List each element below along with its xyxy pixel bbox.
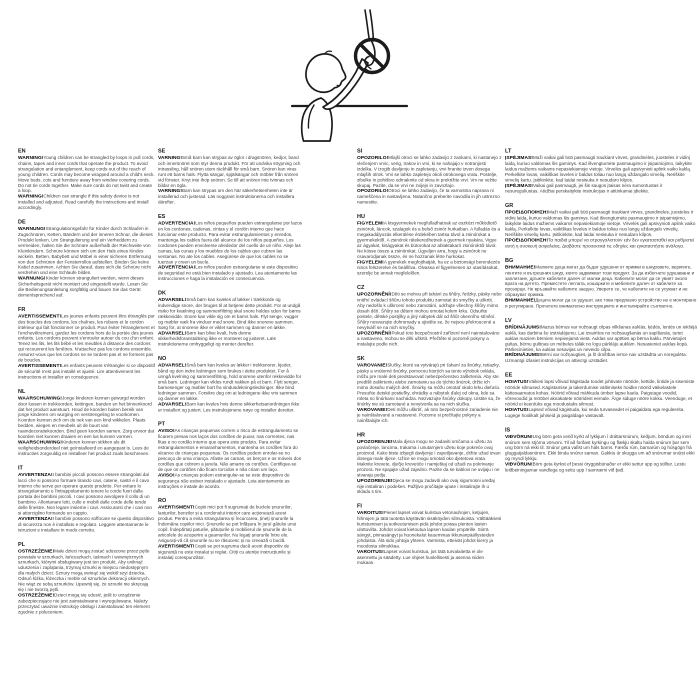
language-code: IT <box>18 464 23 471</box>
warning-paragraph-2 <box>18 276 155 298</box>
warning-paragraph-2 <box>357 478 502 495</box>
language-code: LT <box>505 148 512 154</box>
warning-text-1: Mala djeca mogu se zadaviti omčama u užetu za povlačenje, lancima, trakama i unutarnjem užetu koje pokreće ovaj proizvod. Kako biste izbjegli davljenje i zapetljavanje, držite užad izvan dosega male djece. Užice se mogu omotati oko djetetova vrata. Maknite krevete, dječje krevetiće i namještaj od užadi za pokrivanje prozora. Ne spajajte užad zajedno. Pazite da se kablovi ne uvijaju i ne stvaraju petlju. <box>357 439 501 478</box>
column-content <box>505 148 697 473</box>
warning-paragraph-1 <box>18 155 155 194</box>
language-code: HR <box>357 432 365 439</box>
language-code: PT <box>158 421 166 428</box>
warning-text-2: Lapset voivat kuristua, jos tätä turvalaitetta ei ole asennettu ja säädetty. Lue ohjeet huolellisesti ja asenna niiden mukaan. <box>357 548 485 566</box>
warning-lead-2: UPOZORENJE! <box>357 477 393 484</box>
warning-paragraph-1 <box>18 472 155 516</box>
warning-paragraph-1 <box>158 363 302 402</box>
warning-lead-2: ĮSPĖJIMAS! <box>505 182 533 189</box>
warning-text-1: Maži vaikai gali būti pasmaugti traukiant virves, grandinėles, juosteles ir vidinį laidą, kuriuo valdomas šis gaminys. Kad išvengtumėte pasmaugimo ir įsipainiojimo, laikykite laidus mažiems vaikams nepasiekiamoje vietoje. Virvelės gali apsivynioti aplink vaiko kaklą. Perkelkite lovas, vaikiškas loveles ir baldus toliau nuo langų uždangalo virvelių. Neriškite virvelių kartu. Įsitikinkite, kad laidai nesisuka ir nesudaro kilpos. <box>505 209 696 237</box>
language-code: BG <box>505 257 514 264</box>
warning-lead-2: VIÐVÖRUN! <box>505 461 533 468</box>
warning-text-1: Les jeunes enfants peuvent être étranglés par des boucles des cordons, les chaînes, les rubans et le cordon intérieur qui fait fonctionner ce produit. Pour éviter l'étranglement et l'enchevêtrement, gardez les cordons hors de la portée des jeunes enfants. Les cordons peuvent s'enrouler autour du cou d'un enfant. Tenez les lits, les lits bébé et les meubles à distance des cordons qui recouvrent les fenêtres. N'attachez pas les cordons ensemble. Assurez-vous que les cordons ne se tordent pas et ne forment pas de boucles. <box>18 313 155 363</box>
language-code: NL <box>18 388 26 395</box>
warning-paragraph-2 <box>158 401 302 412</box>
language-block <box>18 388 155 456</box>
warning-text-2: Barn kan strypas om den här säkerhetsenheten inte är installerad och justerad. Läs noggrant instruktionerna och installera därefter. <box>158 188 295 205</box>
language-block <box>505 148 697 194</box>
warning-paragraph-2 <box>158 543 302 560</box>
warning-paragraph-1 <box>18 548 155 592</box>
warning-paragraph-2 <box>18 439 155 456</box>
warning-lead-1: OSTRZEŻENIE! <box>18 548 55 554</box>
warning-lead-2: UPOZORNĚNÍ! <box>357 330 392 336</box>
child-head <box>306 54 346 92</box>
language-block <box>158 214 302 282</box>
language-code: SE <box>158 148 166 154</box>
warning-text-2: Bērni var nožņaugties, ja šī drošības ierīce nav uzstādīta un noregulēta. Uzmanīgi izlasiet instrukcijas un attiecīgi uzstādiet. <box>505 352 687 364</box>
language-code: FI <box>357 503 362 510</box>
warning-paragraph-1 <box>505 264 697 297</box>
warning-paragraph-1 <box>158 155 302 188</box>
language-code: DK <box>158 290 166 297</box>
warning-paragraph-1 <box>357 292 502 331</box>
column-content <box>158 148 302 560</box>
warning-lead-1: FIGYELEM! <box>357 220 384 227</box>
warning-text-2: Lapsed võivad kägistuda, kui seda turvaseadet ei paigaldata ega reguleerita. Lugege hoolikalt juhiseid ja paigaldage vastavalt. <box>505 406 685 418</box>
warning-lead-2: OPOZORILO! <box>357 188 389 194</box>
language-block <box>18 465 155 533</box>
language-code: ES <box>158 213 166 220</box>
warning-paragraph-2 <box>158 188 302 205</box>
warning-text-2: I bambini possono soffocare se questo dispositivo di sicurezza non è installato e regolato. Leggere attentamente le istruzioni e installare in modo corretto. <box>18 515 154 533</box>
warning-text-1: I bambini piccoli possono essere strangolati dai lacci che si possono formare tirando cavi, catene, nastri e il cavo interno che serve per operare questo prodotto. Per evitare lo strangolamento e l'intrappolamento tenere le corde fuori dalla portata dei bambini piccoli. I cavi possono avvolgere il collo di un bambino. Allontanare letti, culle e mobili dalle corde delle tende delle finestre. Non legare insieme i cavi. Assicurarsi che i cavi non si attorciglino formando un cappio. <box>18 471 153 516</box>
warning-paragraph-1 <box>357 155 502 188</box>
warning-lead-2: OSTRZEŻENIE! <box>18 592 55 598</box>
language-block <box>18 219 155 298</box>
language-block <box>505 257 697 309</box>
warning-paragraph-1 <box>18 226 155 276</box>
warning-text-1: Slučky, ktoré sa vytvárajú pri ťahaní za šnúrky, retiazky, pásky a vnútorné šnúrky, pomocou ktorých sa tento výrobok ovláda, môžu pre malé deti predstavovať nebezpečenstvo zaškrtenia. Aby ste predišli zaškrteniu alebo zamotaniu sa do týchto šnúrok, držte ich mimo dosahu malých detí. Šnúrky sa môžu omotať okolo krku dieťaťa. Presuňte detské postieľky, ohrádky a nábytok ďalej od okna, kde sa roleta so šnúrkami nachádza. Nezväzujte šnúrky dokopy. Uistite sa, že šnúrky nie sú zamotané a nevytvorila sa na nich slučka. <box>357 362 501 407</box>
warning-lead-2: VAROITUS! <box>357 548 384 555</box>
warning-text-1: Jonge kinderen kunnen gewurgd worden door lussen in trekkoorden, kettingen, banden en het binnenkoord dat het product aanstuurt. Houd de koorden buiten bereik van jonge kinderen om wurging en verstrengeling te voorkomen. Koorden kunnen zich om de nek van een kind wikkelen. Plaats bedden, wiegen en meubels uit de buurt van raamdecoratiekoorden. Bind geen koorden samen. Zorg ervoor dat koorden niet kunnen draaien en een lus kunnen vormen. <box>18 395 155 440</box>
warning-paragraph-2 <box>158 472 302 489</box>
warning-lead-1: AVISO! <box>158 428 175 434</box>
language-block <box>505 203 697 249</box>
warning-paragraph-2 <box>505 237 697 248</box>
warning-text-1: Mazus bērnus var nožņaugt cilpas vilkšanas auklās, ķēdēs, lentēs un iekšējā auklā, kas darbina šo izstrādājumu. Lai izvairītos no nožņaugšanās un sapīšanās, turiet auklas maziem bērniem nepieejamā vietā. Auklas var aptīties ap bērna kaklu. Pārvietojiet gultas, bērnu gultiņas un mēbeles tālāk no logu pārklāju auklām. Nesasieniet auklas kopā. Pārliecinieties, ka auklas nesavijas un neveido cilpu. <box>505 324 697 352</box>
warning-text-2: Los niños pueden estrangularse si este dispositivo de seguridad no está bien instalado y ajustado. Lea atentamente las instrucciones e haga la instalación en consecuencia. <box>158 264 298 282</box>
language-block <box>357 285 502 348</box>
warning-text-2: Les enfants peuvent s'étrangler si ce dispositif de sécurité n'est pas installé et ajusté. Lire attentivement les instructions et installer en conséquence. <box>18 363 155 380</box>
warning-text-1: Små barn kan kveles av løkker i trekksnorer, kjeder, bånd og den indre ledningen som brukes i dette produktet. For å unngå kvelning og sammenfiltring, hold snorene utenfor rekkevidde for små barn. Ledninger kan vikles rundt nakken på et barn. Flytt senger, barnesenger og møbler bort fra vindusdekningsledninger. Ikke bind ledninger sammen. Forsikre deg om at ledningene ikke vris sammen og danner en løkke. <box>158 362 302 401</box>
warning-lead-2: ADVARSEL! <box>158 330 187 336</box>
warning-lead-1: VARNING! <box>158 155 182 161</box>
warning-text-1: Mlajši otroci se lahko zadavijo z zankami, ki nastanejo z vlečenjem vrvic, verig, trakov in vrvi, ki se nahajajo v notranjosti izdelka. V izogib davljenju in zapletanju, vrvi hranite izven dosega mlajših otrok. Vrvi se lahko zapletejo okoli otrokovega vratu. Postelje, zibelke in pohištvo odmaknite od okna in prekrižite vrvi. Vrv ne vežite skupaj. Pazite, da se vrvi ne zvijejo in zavozlajo. <box>357 155 502 188</box>
warning-lead-2: AVVERTENZA! <box>18 515 53 522</box>
warning-text-2: Децата могат да се удушат, ако това предпазно устройство не е монтирано и регулирано. Прочетете внимателно инструкциите и инсталирайте съответно. <box>505 297 697 309</box>
warning-text-1: Maži vaikai gali būti pasmaugti traukiant virves, grandinėles, juosteles ir vidinį laidą, kuriuo valdomas šis gaminys. Kad išvengtumėte pasmaugimo ir įsipainiojimo, laikykite laidus mažiems vaikams nepasiekiamoje vietoje. Virvelės gali apsivynioti aplink vaiko kaklą. Perkelkite lovas, vaikiškas loveles ir baldus toliau nuo langų uždangalo virvelių. Neriškite virvelių kartu. Įsitikinkite, kad laidai nesisuka ir nesudaro kilpos. <box>505 155 692 183</box>
warning-paragraph-1 <box>357 363 502 407</box>
warning-lead-1: WARNING! <box>18 155 44 161</box>
warning-lead-1: HOIATUS! <box>505 379 529 385</box>
warning-paragraph-2 <box>18 516 155 533</box>
warning-paragraph-2 <box>505 462 697 473</box>
warning-lead-1: AVERTISMENT! <box>158 504 195 511</box>
language-code: PL <box>18 541 26 548</box>
warning-text-1: Малките деца могат да бъдат удушени от примки в шнуровете, веригите, лентите и вътрешния шнур, които задвижват този продукт. За да избегнете удушаване и заплитане, дръжте кабелите далеч от малки деца. Кабелите могат да се увият около врата на детето. Преместете леглата, кошарките и мебелите далеч от кабелите за прозорци. Не връзвайте кабелите заедно. Уверете се, че кабелите не се усукват и не образуват примка. <box>505 264 695 298</box>
warning-lead-1: ĮSPĖJIMAS! <box>505 155 533 161</box>
language-block <box>357 148 502 205</box>
warning-text-2: A gyerekek megfojthatják, ha ez a biztonsági berendezés nincs felszerelve és beállítva. Olvassa el figyelmesen az utasításokat, szerelje be annak megfelelően. <box>357 259 501 276</box>
warning-paragraph-1 <box>505 155 697 183</box>
warning-text-2: Børn kan blive kvalt, hvis denne sikkerhedsforanstaltning ikke er monteret og justeret. Læs instruktionerne omhyggeligt og monter derefter. <box>158 330 276 347</box>
language-block <box>505 427 697 473</box>
warning-lead-2: AVISO! <box>158 472 175 478</box>
warning-text-1: Los niños pequeños pueden estrangularse por lazos en los cordones, cadenas, cintas y el cordón interno que hace funcionar este producto. Para evitar estrangulamientos y enredos, mantenga los cables fuera del alcance de los niños pequeños. Los cordones pueden envolverse alrededor del cuello de un niño. Aleje las camas, las cunas y los muebles de los cables que cubren las ventanas. No ate los cables. Asegúrese de que los cables no se tuerzan y creen un bucle. <box>158 220 302 265</box>
warning-lead-1: ВНИМАНИЕ! <box>505 264 536 270</box>
warning-text-1: Małe dzieci mogą zostać uduszone przez pętle powstałe w sznurkach, łańcuszkach, taśmach i wewnętrznych sznurkach, którymi obsługiwany jest ten produkt. Aby uniknąć uduszenia i zaplątania, trzymaj sznurki w miejscu niedostępnym dla małych dzieci. Sznury mogą owinąć się wokół szyi dziecka. Odsuń łóżka, łóżeczka i meble od sznurków dekoracji okiennych. Nie wiąż ze sobą sznurków. Upewnij się, że sznurki nie skręcają się i nie tworzą pętli. <box>18 548 151 592</box>
language-block <box>158 498 302 561</box>
warning-text-2: Copiii se pot sugruma dacă acest dispozitiv de siguranță nu este instalat și reglat. Citiți cu atenție instrucțiunile și instalați corespunzător. <box>158 543 291 560</box>
warning-lead-1: OPOZORILO! <box>357 155 389 161</box>
language-column-4 <box>505 148 700 700</box>
warning-lead-2: ΠΡΟΕΙΔΟΠΟΙΗΣΗ! <box>505 237 549 243</box>
warning-paragraph-1 <box>505 434 697 462</box>
warning-text-1: Děti se mohou při tahání za šňůry, řetízky, pásky nebo vnitřní ovládací šňůru tohoto produktu zamotat do smyčky a uškrtit. Aby nedošlo k uškrcení nebo zamotání, udržujte všechny šňůry mimo dosah dětí. Šňůry se dětem mohou omotat kolem krku. Odsuňte postele, dětské postýlky a jiný nábytek dál od šňůr okenního stínění. Šňůry nesvazujte dohromady a ujistěte se, že nejsou překroucené a nevytváří se na nich smyčky. <box>357 291 502 330</box>
warning-lead-1: UPOZORENJE! <box>357 439 393 445</box>
warning-lead-1: AVERTISSEMENT! <box>18 313 62 319</box>
language-code: IS <box>505 426 511 433</box>
warning-paragraph-2 <box>357 407 502 424</box>
warning-text-2: Djeca se mogu zadaviti ako ovaj sigurnosni uređaj nije instaliran i podešen. Pažljivo pročitajte upute i instalirajte ih u skladu s tim. <box>357 477 495 495</box>
warning-lead-2: BRĪDINĀJUMS! <box>505 352 541 358</box>
warning-paragraph-2 <box>357 259 502 276</box>
language-block <box>158 148 302 205</box>
warning-paragraph-1 <box>357 439 502 478</box>
warning-lead-1: ADVERTENCIA! <box>158 220 196 227</box>
language-block <box>18 541 155 614</box>
warning-paragraph-2 <box>158 265 302 282</box>
warning-text-2: Börn geta kyrkst ef þessi öryggisbúnaður er ekki settur upp og stilltur. Lestu leiðbeiningarnar vandlega og settu upp í samræmi við það. <box>505 461 686 473</box>
hanging-cord-icon <box>365 10 374 41</box>
warning-lead-2: WARNING! <box>18 193 44 200</box>
warning-lead-1: BRĪDINĀJUMS! <box>505 324 541 330</box>
warning-text-2: Τα παιδιά μπορεί να στραγγαλιστούν εάν δεν εγκατασταθεί και ρυθμιστεί αυτή η συσκευή ασφαλείας. Διαβάστε προσεκτικά τις οδηγίες και εγκαταστήστε ανάλογα. <box>505 237 695 249</box>
language-code: EE <box>505 372 513 379</box>
warning-text-1: Ung börn geta verið kyrkt af lykkjum í dráttarsnúrum, keðjum, böndum og innri snúrum sem stjórna vörunni. Til að forðast kyrkingu og flækju skaltu halda snúrum þar sem ung börn ná ekki til. Snúrur geta vafist um háls barns. Færðu rúm, barnarúm og húsgögn frá gluggatjaldasnúrum. Ekki binda snúrur saman. Gakktu úr skugga um að snúrurnar snúist ekki og myndi lykkju. <box>505 433 695 462</box>
warning-paragraph-2 <box>18 363 155 380</box>
warning-lead-2: AVERTISMENT! <box>158 543 195 549</box>
warning-text-2: Barn kan kveles hvis denne sikkerhetsanordningen ikke er installert og justert. Les instruksjonene nøye og installer deretter. <box>158 401 300 413</box>
column-content <box>18 148 155 615</box>
warning-lead-1: WARNUNG! <box>18 226 46 232</box>
warning-paragraph-1 <box>158 221 302 265</box>
warning-paragraph-1 <box>18 313 155 363</box>
warning-lead-2: WARNUNG! <box>18 275 46 282</box>
warning-lead-1: AVVERTENZA! <box>18 471 53 478</box>
warning-lead-2: ADVERTENCIA! <box>158 264 196 271</box>
warning-lead-2: HOIATUS! <box>505 406 529 413</box>
warning-text-1: Strangulationsgefahr für Kinder durch Schlaufen in Zugschnüren, Ketten, Bändern und der inneren Schnur, die dieses Produkt lenken. Um Strangulierung und ein Verheddern zu vermeiden, halten Sie die Schnüre außerhalb der Reichweite von Kleinkindern. Schnüre können sich um den Hals eines Kindes wickeln. Betten, Babybett und Möbel in einer sicheren Entfernung von den Schnüren der Fensterrollos aufstellen. Binden Sie keine Kabel zusammen. Achten Sie darauf, dass sich die Schnüre nicht verdrehen und eine Schlaufe bilden. <box>18 226 153 276</box>
language-code: HU <box>357 213 365 220</box>
language-block <box>357 356 502 424</box>
language-code: RO <box>158 497 167 504</box>
warning-lead-1: ADVARSEL! <box>158 362 187 369</box>
warning-paragraph-2 <box>18 194 155 211</box>
language-block <box>18 306 155 379</box>
warning-paragraph-1 <box>158 505 302 544</box>
warning-paragraph-1 <box>505 210 697 238</box>
language-code: FR <box>18 306 26 313</box>
warning-illustration <box>180 8 530 146</box>
warning-lead-1: VAROVANIE! <box>357 362 388 369</box>
language-block <box>357 503 502 566</box>
language-block <box>505 372 697 418</box>
language-block <box>357 214 502 277</box>
warning-paragraph-2 <box>158 330 302 347</box>
language-block <box>505 317 697 363</box>
warning-lead-1: ADVARSEL! <box>158 297 187 303</box>
warning-text-2: Deti môžu uškrtiť, ak toto bezpečnostné zariadenie nie je nainštalované a nastavené. Pozorne si prečítajte pokyny a nainštalujte ich. <box>357 406 498 424</box>
warning-paragraph-2 <box>357 188 502 205</box>
language-code: LV <box>505 317 512 324</box>
language-block <box>158 356 302 413</box>
language-code: CZ <box>357 284 365 291</box>
warning-text-1: As crianças pequenas correm o risco de estrangulamento se ficarem presas nos laços dos cordões de puxar, nas correntes, nas fitas e no cordão interno que opera este produto. Para evitar estrangulamentos e emaranhamentos, mantenha os cordões fora do alcance de crianças pequenas. Os cordões podem enrolar-se no pescoço de uma criança. Afaste as camas, os berços e os móveis dos cordões que cobrem a janela. Não amarre os cordões. Certifique-se de que os cordões não ficam torcidos e não criam um laço. <box>158 428 301 472</box>
language-block <box>158 421 302 489</box>
warning-paragraph-2 <box>357 330 502 347</box>
warning-paragraph-2 <box>505 352 697 363</box>
warning-lead-1: ΠΡΟΕΙΔΟΠΟΙΗΣΗ! <box>505 209 549 216</box>
warning-text-1: Små barn kan strypas av öglor i dragsnören, kedjor, band och innersnöret som styr denna produkt. För att undvika strypning och intrassling, håll snören utom räckhåll för små barn. Snören kan viras runt ett barns hals. Flytta sängar, spjälsängar och möbler från snören vid fönster. Knyt inte ihop snören. Se till att snören inte tvinnas och bildar en ögla. <box>158 155 301 188</box>
warning-text-1: Copiii mici pot fi sugrumați de buclele șnururilor, lanțurilor, benzilor și a cordonului interior care acționează acest produs. Pentru a evita strangularea și încurcarea, țineți șnururile la îndemâna copiilor mici. Șnururile se pot înfășura în jurul gâtului unui copil. Îndepărtați paturile, pătuțurile și mobilierul de șnururile de la articolele de acoperire a geamurilor. Nu legați șnururile între ele. Asigurați-vă că șnururile nu se răsucesc și nu creează o buclă. <box>158 504 297 543</box>
warning-text-1: Väikesi lapsi võivad kägistada toodet juhtivate nööride, kettide, lintide ja sisemiste nööride silmused. Kägistamise ja takerdumise vältimiseks hoidke nöörid väikelastele kättesaamatus kohas. Nöörid võivad mähkuda ümber lapse kaela. Paigutage voodid, võrevoodid ja mööbel aknakatete nööridest eemale. Ärge siduge nööre kokku. Veenduge, et nöörid ei keerduks ega moodustaks silmust. <box>505 379 695 407</box>
warning-text-2: Otroci se lahko zadavijo, če ta varnostna naprava ni nameščena in nastavljena. Natančno preberite navodila in jih ustrezno namestite. <box>357 188 500 205</box>
language-block <box>158 290 302 347</box>
warning-text-2: Dzieci mogą się udusić, jeśli to urządzenie zabezpieczające nie jest zainstalowane i wyregulowane. Należy przeczytać uważnie instrukcję obsługi i zainstalować ten element zgodnie z poleceniem. <box>18 592 150 615</box>
warning-lead-2: ВНИМАНИЕ! <box>505 297 536 304</box>
warning-paragraph-2 <box>18 592 155 614</box>
warning-lead-2: ADVARSEL! <box>158 401 187 407</box>
language-code: NO <box>158 355 167 362</box>
language-code: DE <box>18 219 26 226</box>
warning-text-1: Young children can be strangled by loops in pull cords, chains, tapes and inner cords that operate the product. To avoid strangulation and entanglement, keep cords out of the reach of young children. Cords may become wrapped around a child's neck. Move beds, cots and furniture away from window covering cords. Do not tie cords together. Make sure cords do not twist and create a loop. <box>18 155 155 194</box>
warning-paragraph-1 <box>505 324 697 352</box>
warning-paragraph-1 <box>158 297 302 330</box>
warning-text-2: As crianças podem estrangular-se se este dispositivo de segurança não estiver instalado e ajustado. Leia atentamente as instruções e instale de acordo. <box>158 472 290 489</box>
warning-paragraph-1 <box>158 428 302 472</box>
warning-paragraph-1 <box>505 379 697 407</box>
warning-lead-1: WAARSCHUWING! <box>18 395 62 401</box>
warning-lead-2: VAROVANIE! <box>357 406 388 413</box>
warning-paragraph-2 <box>505 407 697 418</box>
language-code: SI <box>357 148 363 154</box>
language-code: GR <box>505 202 514 209</box>
warning-paragraph-1 <box>357 221 502 260</box>
warning-text-1: Pienet lapset voivat kuristua vetonauhojen, ketjujen, hihnojen ja tätä tuotetta käyttävän sisäköyden silmukoista. Välttääksesi kuristumisen ja sotkeutumisen pidä johdot poissa pienten lasten ulottuvilta. Johdot voivat kietoutua lapsen kaulan ympärille. Siirrä sängyt, pinnasängyt ja huonekalut kauemmas ikkunanpäällysteiden johdoista. Älä sido johtoja yhteen. Varmista, etteivät johdot kierry ja muodosta silmukkaa. <box>357 510 502 549</box>
language-code: EN <box>18 148 26 154</box>
warning-text-1: A kisgyermekek megfulladhatnak az eszközt működtető zsinórok, láncok, szalagok és a belső zsinór hurkaiban. A fulladás és a megakadályozás elkerülése érdekében tartsa távol a zsinórokat a gyermekektől. A zsinórok rátekeredhetnek a gyermek nyakára. Vigye az ágyakat, kiságyakat és bútorokat az ablaktakaró zsinóroktól távol. Ne kösse össze a zsinórokat. Ügyeljen arra, hogy a zsinórok ne csavarodjanak össze, és ne hozzanak létre hurkokat. <box>357 220 500 259</box>
warning-lead-1: VAROITUS! <box>357 510 384 516</box>
warning-text-2: Vaikai gali pasmaugti, jei šis saugos įtaisas nėra sumontuotas ir nesureguliuotas. Atidžiai perskaitykite instrukcijas ir atitinkamai įdiekite. <box>505 182 663 194</box>
warning-lead-2: AVERTISSEMENT! <box>18 363 62 369</box>
warning-text-2: Kinderen kunnen stikken als dit veiligheidsonderdeel niet geïnstalleerd en aangepast is. Lees de instructies zorgvuldig en installeer het product zoals beschreven. <box>18 439 150 456</box>
warning-paragraph-1 <box>18 395 155 439</box>
warning-lead-2: VARNING! <box>158 188 182 194</box>
language-code: SK <box>357 355 365 362</box>
warning-lead-2: WAARSCHUWING! <box>18 439 62 445</box>
warning-paragraph-2 <box>505 298 697 309</box>
warning-text-2: Kinder können stranguliert werden, wenn dieses Sicherheitsgerät nicht montiert und eingestellt wurde. Lesen Sie die Bedienungsanleitung sorgfältig und bauen Sie das Gerät dementsprechend auf. <box>18 275 148 298</box>
warning-paragraph-2 <box>357 549 502 566</box>
column-content <box>357 148 502 566</box>
language-block <box>357 432 502 495</box>
warning-lead-2: FIGYELEM! <box>357 259 384 265</box>
warning-lead-1: VIÐVÖRUN! <box>505 433 533 440</box>
warning-text-2: Children can strangle if this safety device is not installed and adjusted. Read carefully the instructions and install accordingly. <box>18 193 149 211</box>
warning-text-1: Små børn kan kvæles af løkker i trækkorde og indvendige snore, der bruges til at betjene dette produkt. For at undgå risiko for kvælning og sammenfiltring skal snore holdes uden for børns rækkevidde. Snore kan vikle sig om et barns hals. Flyt senge, vugger og møbler væk fra vinduer med snore. Bind ikke snorene sammen. Sørg for, at snorene ikke er viklet sammen og danner en løkke. <box>158 297 301 330</box>
language-block <box>18 148 155 211</box>
warning-text-2: Pokud toto bezpečnostní zařízení není nainstalováno a nastaveno, mohou se děti uškrtit. Přečtěte si pozorně pokyny a instalujte podle nich. <box>357 330 500 347</box>
prohibition-sign-icon <box>356 40 389 73</box>
warning-lead-1: UPOZORNĚNÍ! <box>357 291 392 298</box>
child-hair <box>325 51 332 53</box>
warning-paragraph-2 <box>505 183 697 194</box>
warning-paragraph-1 <box>357 510 502 549</box>
